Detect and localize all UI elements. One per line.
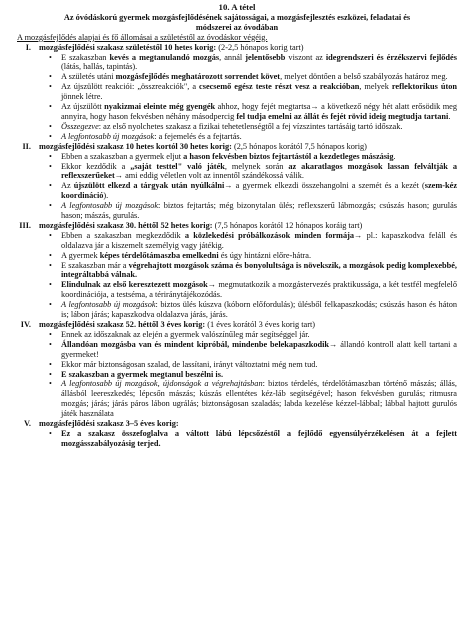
section-heading-bold: mozgásfejlődési szakasz 3–5 éves korig: (39, 419, 179, 429)
text-run: Az újszülött (61, 102, 105, 112)
section-heading (39, 221, 457, 231)
bullet-item (39, 379, 457, 419)
italic-text: Összegezve (61, 121, 99, 131)
section-body (39, 142, 457, 221)
text-run: : a fejemelés és a fejtartás. (154, 131, 242, 141)
bold-text: szem-kéz koordináció (61, 181, 457, 201)
bold-text: reflektorikus úton (391, 82, 457, 92)
bold-text: a hason fekvésben biztos fejtartástól a kezdetleges mászásig (183, 151, 394, 161)
bullet-item (39, 102, 457, 122)
bold-text: a közlekedési próbálkozások minden formája (184, 230, 355, 240)
text-run: : biztos ülés kúszva (kóborn előfordulás); ülésből felkapaszkodás; csúszás hason és háton is; lábon járás; kapaszkodva oldalazva járás, járás. (61, 300, 457, 320)
section (17, 142, 457, 221)
text-run: Az (61, 181, 74, 191)
section (17, 419, 457, 449)
bullet-item (39, 429, 457, 449)
section-numeral: III. (19, 220, 31, 230)
section-body (39, 419, 457, 449)
bullet-item (39, 330, 457, 340)
bullet-item (39, 181, 457, 201)
text-run: , annál (219, 52, 246, 62)
document (17, 3, 457, 449)
bullet-item (39, 300, 457, 320)
section-heading (39, 43, 457, 53)
bullet-item (39, 72, 457, 82)
bold-text: Elindulnak az első keresztezett mozgások (61, 280, 208, 290)
bullet-list (39, 330, 457, 419)
bold-text: Állandóan mozgásba van és mindent kipróbál, mindenbe belekapaszkodik (61, 339, 330, 349)
bold-text: jelentősebb (245, 52, 286, 62)
bullet-item (39, 162, 457, 182)
text-run: . (448, 111, 451, 121)
section-heading-detail: (1 éves korától 3 éves korig tart) (205, 320, 316, 329)
text-run: : biztos fejtartás; még bizonytalan ülés; reflexszerű lábmozgás; csúszás hason; gurulás hason; mászás, gurulás. (61, 201, 457, 221)
section-heading (39, 320, 457, 330)
text-run: viszont az (285, 52, 326, 62)
text-run: , melynek során (224, 161, 289, 171)
bold-text: fel tudja emelni az állát és fejét rövid ideig megtudja tartani (236, 111, 449, 121)
text-run: , melyek (359, 82, 392, 92)
bold-text: idegrendszeri és érzékszervi fejlődés (325, 52, 457, 62)
text-run: Ennek az időszaknak az elején a gyermek valószínűleg már segítséggel jár. (61, 329, 310, 339)
section (17, 221, 457, 320)
italic-text: A legfontosabb új mozgások (61, 131, 155, 141)
text-run: → állandó kontroll alatt kell tartani a gyermeket! (61, 339, 457, 359)
section-heading-detail: (7,5 hónapos korától 12 hónapos koráig tart) (212, 220, 363, 230)
bullet-item (39, 370, 457, 380)
section-body (39, 221, 457, 320)
section-heading (39, 142, 457, 152)
section-heading-bold: mozgásfejlődési szakasz születéstől 10 hetes korig: (39, 42, 217, 52)
italic-text: A legfontosabb új mozgások, újdonságok a végrehajtásban (61, 379, 263, 389)
document-subtitle-line-1: Az óvódáskorú gyermek mozgásfejlődésének sajátosságai, a mozgásfejlesztés eszközei, feladatai és (63, 12, 411, 22)
text-run: E szakaszban már a (61, 260, 129, 270)
text-run: : biztos térdelés, térdelőtámaszban történő mászás; állás, állásból leereszkedés; lépcsőn mászás; kúszás ellentétes kéz-láb segítségével; hason fekvésben gurulás; ritmusra mozgás; járás; járás páros lábon ugrálás; biztonságosan szaladás; labda kezelése kézzel-lábbal; lábbal hajtott gurulós játék használata (61, 379, 457, 419)
bold-text: kevés a megtanulandó mozgás (109, 52, 220, 62)
section-numeral: II. (22, 141, 31, 151)
section-heading-bold: mozgásfejlődési szakasz 52. héttől 3 éves korig: (39, 320, 206, 329)
section (17, 320, 457, 419)
sections-container (17, 43, 457, 449)
bullet-item (39, 82, 457, 102)
bullet-list (39, 152, 457, 221)
section-numeral: V. (24, 419, 31, 429)
intro-line: A mozgásfejlődés alapjai és fő állomásai a születéstől az óvodáskor végéig. (17, 32, 268, 42)
italic-text: A legfontosabb új mozgások (61, 201, 159, 211)
text-run: Az újszülött reakciói: „összreakciók", a (61, 82, 200, 92)
bold-text: Ez a szakasz összefoglalva a váltott lábú lépcsőzéstől a fejlődő egyensúlyérzékelésen át a fejlett mozgásszabályozásig terjed. (61, 428, 457, 448)
bullet-item (39, 231, 457, 251)
document-title: 10. A tétel (218, 2, 256, 12)
bullet-list (39, 53, 457, 142)
bold-text: képes térdelőtámaszba emelkedni (99, 250, 219, 260)
text-run: , melyet döntően a belső szabályozás határoz meg. (280, 72, 448, 82)
section-numeral: IV. (20, 320, 31, 329)
bullet-item (39, 132, 457, 142)
text-run: A gyermek (61, 250, 100, 260)
text-run: : az első nyolchetes szakasz a fizikai tehetetlenségtől a fej vízszintes tartásáig tartó időszak. (98, 121, 403, 131)
section-heading-detail: (2-2,5 hónapos korig tart) (216, 42, 304, 52)
text-run: Ebben a szakaszban a gyermek eljut (61, 151, 184, 161)
text-run: ahhoz, hogy fejét megtartsa→ a következő négy hét alatt erősödik meg annyira, hogy hason fekvésben néhány másodpercig (61, 102, 457, 121)
bullet-item (39, 122, 457, 132)
text-run: (látás, hallás, tapintás). (61, 62, 138, 72)
text-run: Ebben a szakaszban megkezdődik (61, 230, 185, 240)
bullet-list (39, 231, 457, 320)
section-heading-detail: (2,5 hónapos korától 7,5 hónapos korig) (231, 141, 367, 151)
bold-text: „saját testtel" való játék (130, 161, 225, 171)
bullet-item (39, 53, 457, 73)
text-run: Ekkor kezdődik a (61, 161, 131, 171)
bold-text: mozgásfejlődés meghatározott sorrendet követ (115, 72, 281, 82)
text-run: . (393, 151, 396, 161)
text-run: ). (103, 191, 109, 201)
italic-text: A legfontosabb új mozgások (61, 300, 156, 310)
bullet-item (39, 340, 457, 360)
bullet-item (39, 251, 457, 261)
text-run: → ami eddig véletlen volt az innentől szándékossá válik. (114, 171, 304, 181)
text-run: E szakaszban (61, 52, 110, 62)
bold-text: újszülött elkezd a tárgyak után nyúlkálni (73, 181, 225, 191)
section-heading-bold: mozgásfejlődési szakasz 30. héttől 52 hetes korig: (39, 220, 213, 230)
text-run: jönnek létre. (61, 92, 103, 102)
bullet-item (39, 280, 457, 300)
bold-text: végrehajtott mozgások száma és bonyolultsága is növekszik, a mozgások pedig komplexebbé, integráltabbá válnak. (61, 260, 457, 280)
bold-text: csecsemő egész teste részt vesz a reakcióban (199, 82, 360, 92)
text-run: → a gyermek elkezdi összehangolni a szemét és a kezét ( (224, 181, 425, 191)
section-body (39, 43, 457, 142)
section-heading (39, 419, 457, 429)
text-run: A születés utáni (61, 72, 116, 82)
bold-text: nyakizmai eleinte még gyengék (104, 102, 216, 112)
bullet-item (39, 201, 457, 221)
text-run: és úgy hintázni előre-hátra. (218, 250, 312, 260)
bold-text: az akaratlagos mozgások lassan felváltják a reflexszerűeket (61, 161, 457, 181)
section-body (39, 320, 457, 419)
text-run: → pl.: kapaszkodva feláll és oldalazva jár a kiszemelt személyig vagy játékig. (61, 230, 457, 250)
section-numeral: I. (25, 42, 31, 52)
section (17, 43, 457, 142)
bullet-list (39, 429, 457, 449)
text-run: Ekkor már biztonságosan szalad, de lassítani, irányt változtatni még nem tud. (61, 359, 318, 369)
bullet-item (39, 261, 457, 281)
bullet-item (39, 360, 457, 370)
document-subtitle-line-2: módszerei az óvodában (195, 22, 279, 32)
text-run: → megmutatkozik a mozgástervezés praktikussága, a két testfél megfelelő koordinációja, a testséma, a tériránytájékozódás. (61, 280, 457, 300)
bold-text: E szakaszban a gyermek megtanul beszélni is. (61, 369, 224, 379)
section-heading-bold: mozgásfejlődési szakasz 10 hetes kortól 30 hetes korig: (39, 141, 232, 151)
bullet-item (39, 152, 457, 162)
